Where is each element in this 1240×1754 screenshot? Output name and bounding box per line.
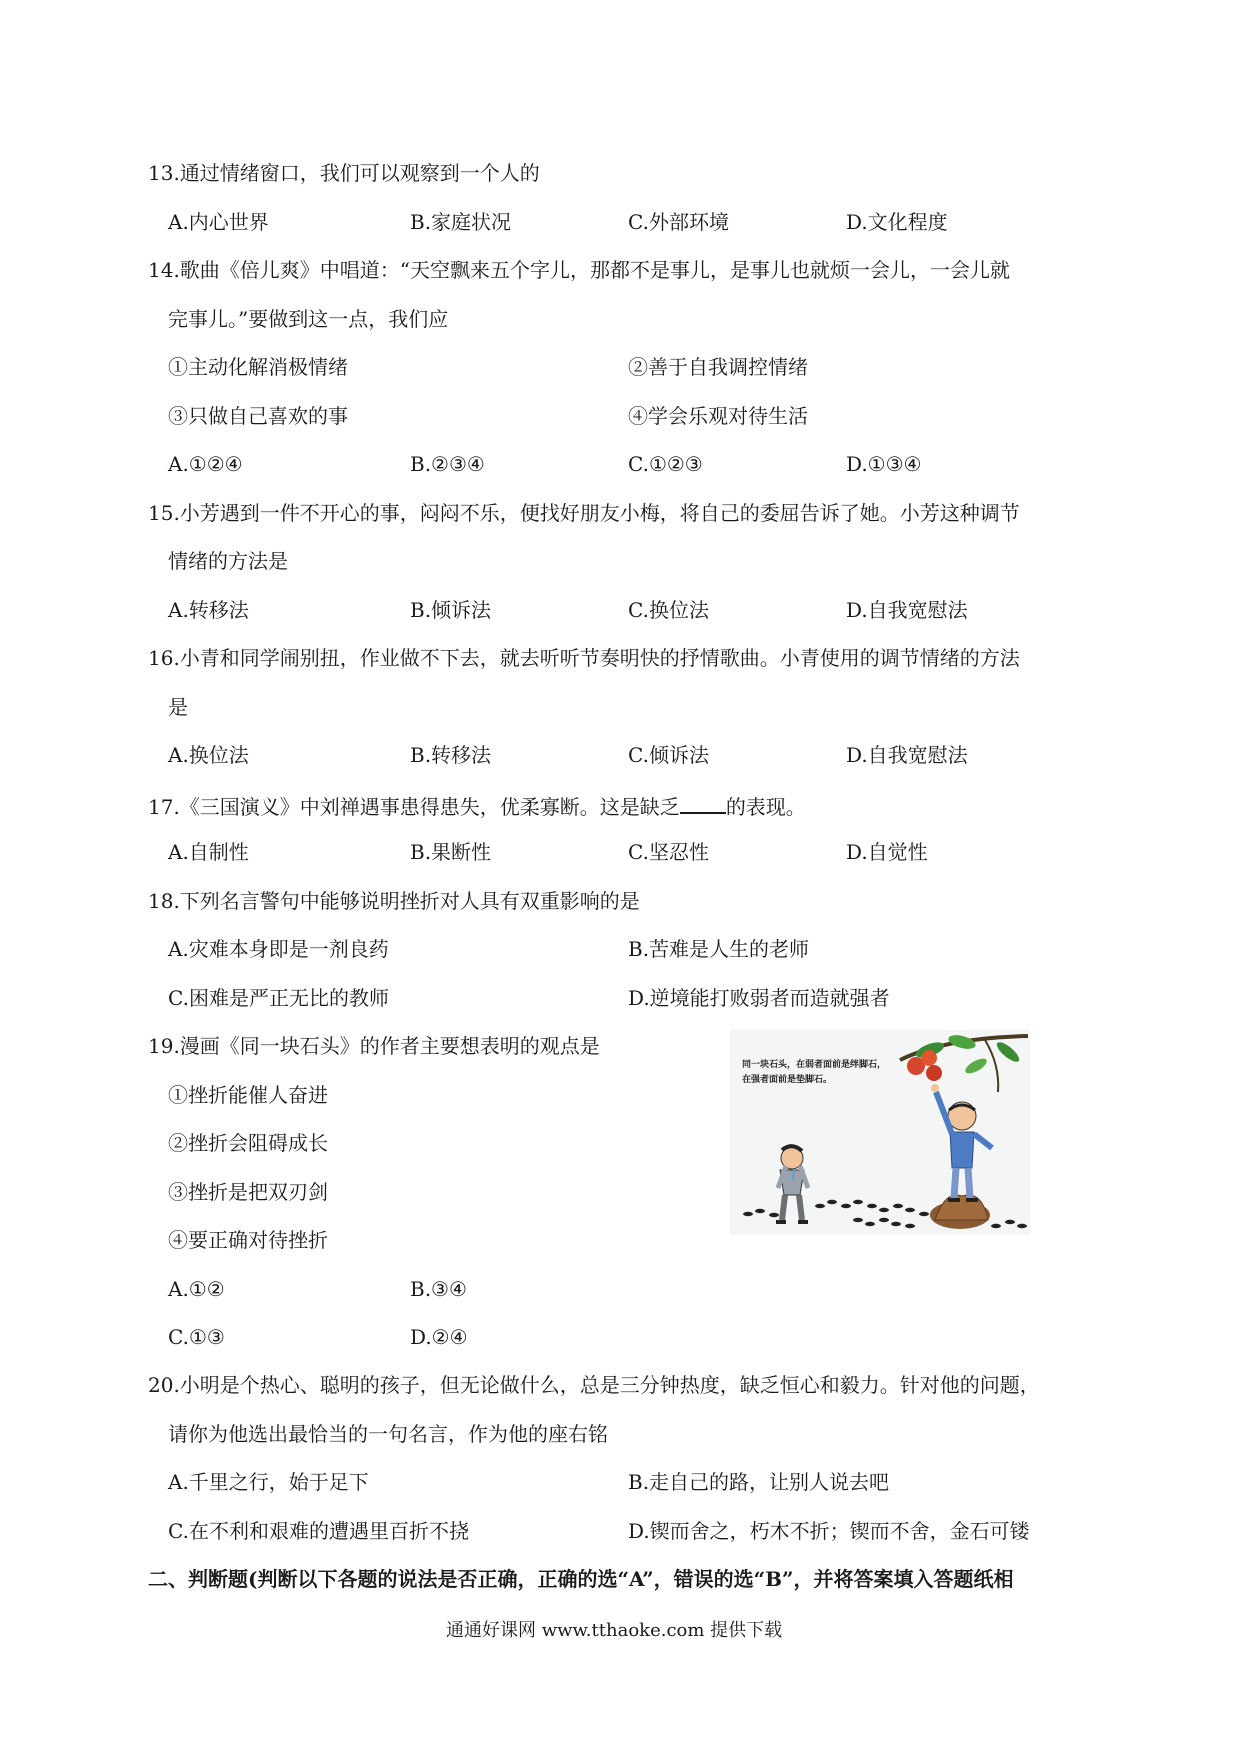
q19-item-1: ①挫折能催人奋进 [168,1083,328,1107]
q14-option-b: B.②③④ [410,452,485,476]
cartoon-drawing [730,1030,1030,1235]
cartoon-caption: 同一块石头，在弱者面前是绊脚石，在强者面前是垫脚石。 [742,1060,887,1086]
q20-option-d: D.锲而舍之，朽木不折；锲而不舍，金石可镂 [628,1519,1030,1543]
q14-stem-line2: 完事儿。”要做到这一点，我们应 [168,307,449,331]
q16-stem-line1: 16.小青和同学闹别扭，作业做不下去，就去听听节奏明快的抒情歌曲。小青使用的调节情绪的方法 [148,646,1020,670]
q13-option-a: A.内心世界 [168,210,269,234]
q15-stem-line1: 15.小芳遇到一件不开心的事，闷闷不乐，便找好朋友小梅，将自己的委屈告诉了她。小芳这种调节 [148,501,1020,525]
q14-stem-line1: 14.歌曲《倍儿爽》中唱道：“天空飘来五个字儿，那都不是事儿，是事儿也就烦一会儿，一会儿就 [148,258,1011,282]
q19-option-c: C.①③ [168,1325,225,1349]
q13-stem: 13.通过情绪窗口，我们可以观察到一个人的 [148,161,540,185]
q13-option-d: D.文化程度 [846,210,948,234]
q16-option-a: A.换位法 [168,743,249,767]
q17-option-b: B.果断性 [410,840,492,864]
q19-item-3: ③挫折是把双刃剑 [168,1180,328,1204]
q15-option-c: C.换位法 [628,598,709,622]
q15-option-d: D.自我宽慰法 [846,598,968,622]
q20-stem-line2: 请你为他选出最恰当的一句名言，作为他的座右铭 [168,1422,608,1446]
section2-heading: 二、判断题(判断以下各题的说法是否正确，正确的选“A”，错误的选“B”，并将答案填入答题纸相 [148,1567,1014,1591]
q17-option-a: A.自制性 [168,840,249,864]
q16-option-c: C.倾诉法 [628,743,709,767]
q19-option-d: D.②④ [410,1325,468,1349]
q15-option-b: B.倾诉法 [410,598,492,622]
q14-item-1: ①主动化解消极情绪 [168,355,348,379]
q17-stem-before: 17.《三国演义》中刘禅遇事患得患失，优柔寡断。这是缺乏 [148,795,680,819]
page-footer: 通通好课网 www.tthaoke.com 提供下载 [446,1620,783,1641]
q17-blank [680,794,726,814]
q19-stem: 19.漫画《同一块石头》的作者主要想表明的观点是 [148,1034,600,1058]
q14-item-4: ④学会乐观对待生活 [628,404,808,428]
q18-option-c: C.困难是严正无比的教师 [168,986,389,1010]
q17-stem [148,794,806,817]
q19-option-a: A.①② [168,1277,225,1301]
q19-item-2: ②挫折会阻碍成长 [168,1131,328,1155]
q20-option-a: A.千里之行，始于足下 [168,1470,369,1494]
q15-option-a: A.转移法 [168,598,249,622]
q18-option-a: A.灾难本身即是一剂良药 [168,937,389,961]
q13-option-c: C.外部环境 [628,210,729,234]
q20-stem-line1: 20.小明是个热心、聪明的孩子，但无论做什么，总是三分钟热度，缺乏恒心和毅力。针对他的问题， [148,1373,1040,1397]
q16-option-d: D.自我宽慰法 [846,743,968,767]
q19-option-b: B.③④ [410,1277,467,1301]
q20-option-b: B.走自己的路，让别人说去吧 [628,1470,890,1494]
q17-option-c: C.坚忍性 [628,840,709,864]
q18-option-d: D.逆境能打败弱者而造就强者 [628,986,890,1010]
q14-option-d: D.①③④ [846,452,922,476]
q14-item-2: ②善于自我调控情绪 [628,355,808,379]
q14-option-c: C.①②③ [628,452,703,476]
q17-option-d: D.自觉性 [846,840,928,864]
q14-option-a: A.①②④ [168,452,243,476]
q18-stem: 18.下列名言警句中能够说明挫折对人具有双重影响的是 [148,889,640,913]
q15-stem-line2: 情绪的方法是 [168,549,288,573]
q17-stem-after: 的表现。 [725,795,806,819]
q16-option-b: B.转移法 [410,743,492,767]
cartoon-same-stone [730,1030,1030,1235]
q16-stem-line2: 是 [168,695,188,719]
q13-option-b: B.家庭状况 [410,210,512,234]
q18-option-b: B.苦难是人生的老师 [628,937,810,961]
q20-option-c: C.在不利和艰难的遭遇里百折不挠 [168,1519,469,1543]
q14-item-3: ③只做自己喜欢的事 [168,404,348,428]
q19-item-4: ④要正确对待挫折 [168,1228,328,1252]
